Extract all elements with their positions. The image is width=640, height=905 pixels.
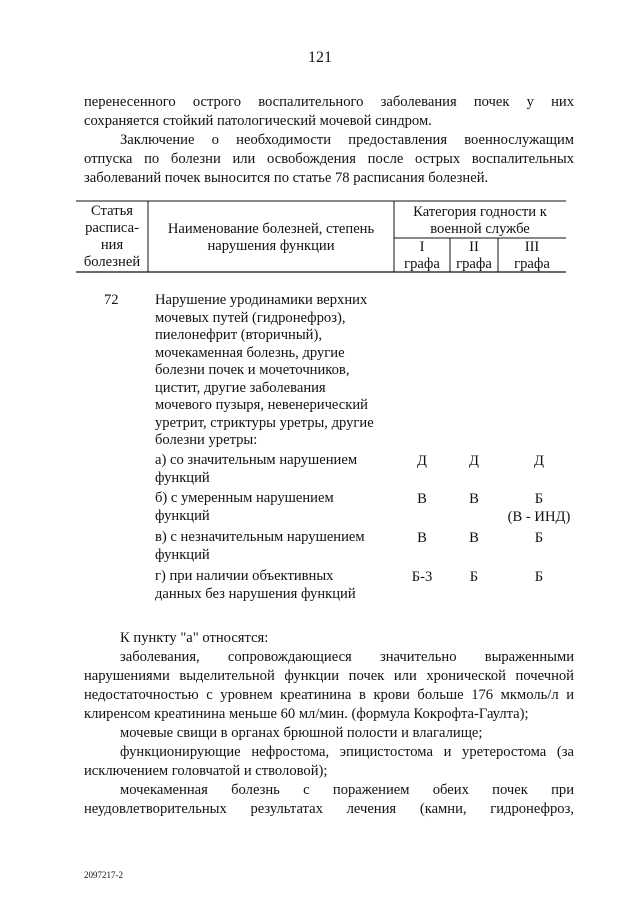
page-number: 121 <box>308 49 332 66</box>
header-article-line: ния <box>100 237 124 253</box>
header-column-2 <box>450 239 498 273</box>
item-b-col-3 <box>498 490 580 526</box>
item-line: функций <box>155 469 210 486</box>
header-name-line: нарушения функции <box>207 238 335 254</box>
body-line-4: недостаточностью с уровнем креатинина в крови больше 176 мкмоль/л и <box>84 687 574 703</box>
item-g-col-3: Б <box>534 569 544 585</box>
body-line-6: мочевые свищи в органах брюшной полости и влагалище; <box>120 725 483 741</box>
header-article-line: Статья <box>91 203 133 219</box>
body-line-9: мочекаменная болезнь с поражением обеих почек при <box>120 782 574 798</box>
header-name <box>150 221 392 255</box>
description-line: цистит, другие заболевания <box>155 379 326 396</box>
header-article <box>76 203 148 271</box>
article-description <box>155 292 395 450</box>
item-g-col-1: Б-3 <box>411 569 433 585</box>
item-b-col-3-value: Б <box>534 491 544 507</box>
header-article-line: болезней <box>83 254 141 270</box>
header-category-line: Категория годности к <box>413 204 547 220</box>
item-a-col-2: Д <box>469 453 479 469</box>
header-column-3 <box>498 239 566 273</box>
intro-line-1: перенесенного острого воспалительного заболевания почек у них <box>84 94 574 110</box>
column-2-num: II <box>469 239 479 255</box>
item-line: данных без нарушения функций <box>155 585 356 602</box>
item-b-col-2: В <box>469 491 479 507</box>
item-a <box>155 452 395 487</box>
header-category-line: военной службе <box>430 221 530 237</box>
description-line: болезни почек и мочеточников, <box>155 362 350 378</box>
column-3-num: III <box>524 239 540 255</box>
item-v <box>155 529 395 564</box>
header-name-line: Наименование болезней, степень <box>167 221 375 237</box>
column-2-label: графа <box>456 256 492 272</box>
description-line: мочевых путей (гидронефроз), <box>155 309 346 326</box>
item-g-col-2: Б <box>469 569 479 585</box>
intro-line-5: заболеваний почек выносится по статье 78 расписания болезней. <box>84 170 489 186</box>
description-line: уретрит, стриктуры уретры, другие <box>155 414 374 431</box>
item-b-col-1: В <box>417 491 427 507</box>
item-b <box>155 490 395 525</box>
column-1-num: I <box>419 239 425 255</box>
body-line-7: функционирующие нефростома, эпицистостома и уретеростома (за <box>120 744 574 760</box>
item-line: в) с незначительным нарушением <box>155 529 365 545</box>
item-line: г) при наличии объективных <box>155 568 334 584</box>
body-line-10: неудовлетворительных результатах лечения (камни, гидронефроз, <box>84 801 574 817</box>
body-line-5: клиренсом креатинина меньше 60 мл/мин. (формула Кокрофта-Гаулта); <box>84 706 529 722</box>
item-b-col-3-note: (В - ИНД) <box>507 509 571 525</box>
header-column-1 <box>394 239 450 273</box>
body-line-2: заболевания, сопровождающиеся значительно выраженными <box>120 649 574 665</box>
description-line: Нарушение уродинамики верхних <box>155 292 368 308</box>
item-line: функций <box>155 546 210 563</box>
body-line-3: нарушениями выделительной функции почек или хронической почечной <box>84 668 574 684</box>
header-category <box>394 204 566 238</box>
description-line: мочевого пузыря, невенерический <box>155 397 368 413</box>
item-g <box>155 568 395 603</box>
item-v-col-1: В <box>417 530 427 546</box>
item-line: функций <box>155 507 210 524</box>
description-line: пиелонефрит (вторичный), <box>155 327 322 343</box>
column-3-label: графа <box>514 256 550 272</box>
intro-line-3: Заключение о необходимости предоставления военнослужащим <box>120 132 574 148</box>
item-v-col-2: В <box>469 530 479 546</box>
description-line: болезни уретры: <box>155 432 258 448</box>
column-1-label: графа <box>404 256 440 272</box>
body-line-8: исключением головчатой и стволовой); <box>84 763 328 779</box>
item-a-col-1: Д <box>417 453 427 469</box>
article-number: 72 <box>104 292 119 308</box>
body-line-1: К пункту "а" относятся: <box>120 630 269 646</box>
header-article-line: расписа- <box>85 220 139 236</box>
item-v-col-3: Б <box>534 530 544 546</box>
footer-code: 2097217-2 <box>84 870 123 880</box>
item-line: б) с умеренным нарушением <box>155 490 334 506</box>
intro-line-4: отпуска по болезни или освобождения после острых воспалительных <box>84 151 574 167</box>
item-a-col-3: Д <box>534 453 544 469</box>
description-line: мочекаменная болезнь, другие <box>155 344 345 361</box>
intro-line-2: сохраняется стойкий патологический мочевой синдром. <box>84 113 432 129</box>
item-line: а) со значительным нарушением <box>155 452 358 468</box>
